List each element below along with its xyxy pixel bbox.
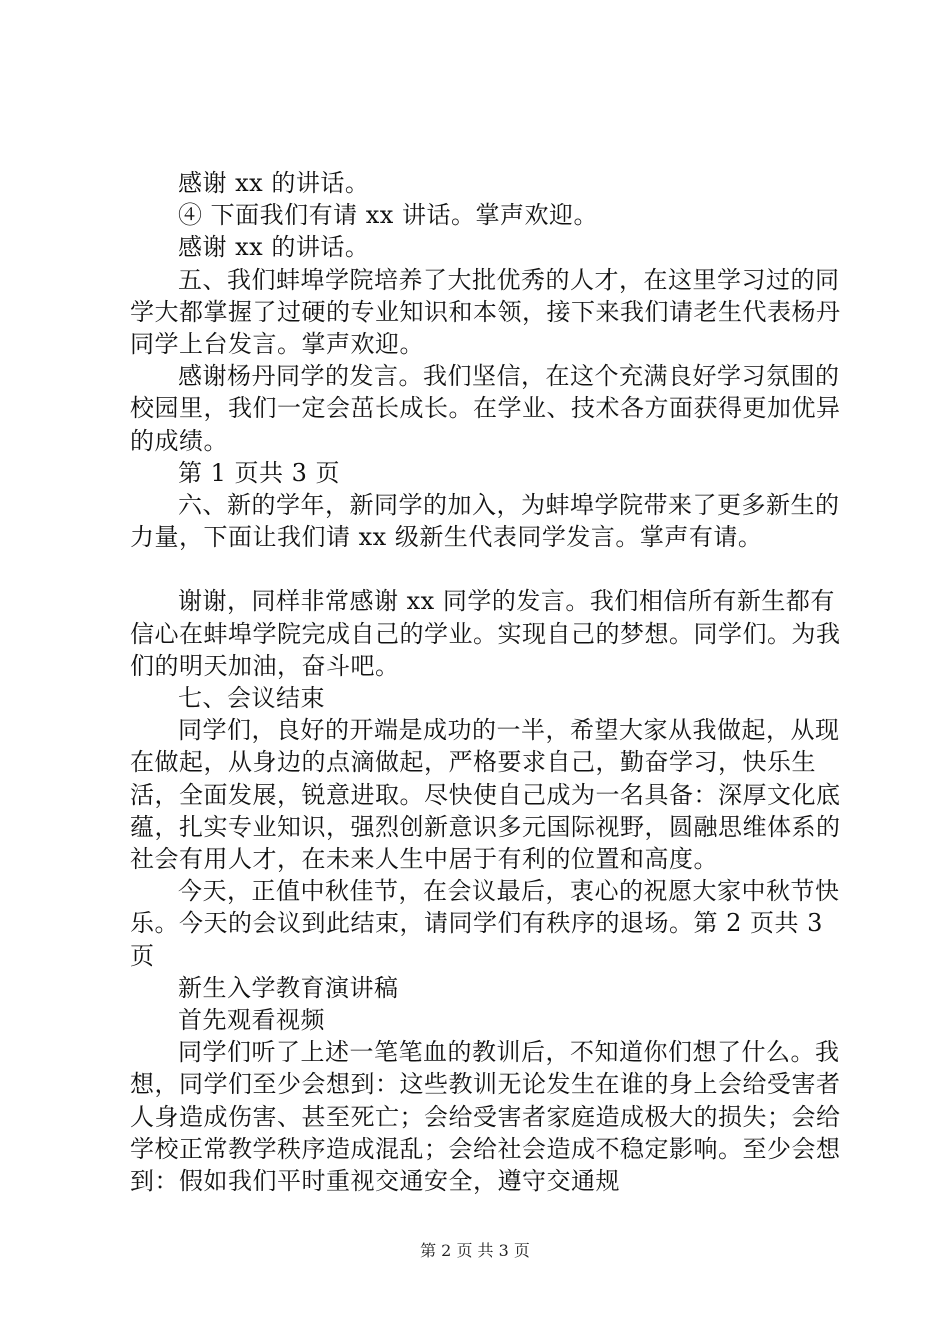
paragraph-section-seven: 七、会议结束	[178, 684, 325, 713]
paragraph-section-five: 五、我们蚌埠学院培养了大批优秀的人才，在这里学习过的同学大都掌握了过硬的专业知识和本领，接下来我们请老生代表杨丹同学上台发言。掌声欢迎。	[130, 265, 841, 359]
paragraph-traffic-lesson: 同学们听了上述一笔笔血的教训后，不知道你们想了什么。我想，同学们至少会想到：这些教训无论发生在谁的身上会给受害者人身造成伤害、甚至死亡；会给受害者家庭造成极大的损失；会给学校正常教学秩序造成混乱；会给社会造成不稳定影响。至少会想到：假如我们平时重视交通安全，遵守交通规	[130, 1038, 841, 1196]
paragraph-speech-title: 新生入学教育演讲稿	[178, 973, 399, 1002]
paragraph-section-six: 六、新的学年，新同学的加入，为蚌埠学院带来了更多新生的力量，下面让我们请 xx 级新生代表同学发言。掌声有请。	[130, 491, 840, 552]
paragraph-thanks-1: 感谢 xx 的讲话。	[178, 169, 370, 197]
paragraph-thanks-2: 感谢 xx 的讲话。	[178, 233, 370, 262]
paragraph-closing-speech: 同学们，良好的开端是成功的一半，希望大家从我做起，从现在做起，从身边的点滴做起，严格要求自己，勤奋学习，快乐生活，全面发展，锐意进取。尽快使自己成为一名具备：深厚文化底蕴，扎实专业知识，强烈创新意识多元国际视野，圆融思维体系的社会有用人才，在未来人生中居于有利的位置和高度。	[130, 716, 841, 874]
paragraph-mid-autumn: 今天，正值中秋佳节，在会议最后，衷心的祝愿大家中秋节快乐。今天的会议到此结束，请同学们有秩序的退场。第 2 页共 3 页	[130, 877, 840, 970]
page-footer: 第 2 页 共 3 页	[420, 1241, 530, 1260]
paragraph-watch-video: 首先观看视频	[178, 1006, 325, 1035]
paragraph-thanks-yangdan: 感谢杨丹同学的发言。我们坚信，在这个充满良好学习氛围的校园里，我们一定会茁长成长。在学业、技术各方面获得更加优异的成绩。	[130, 362, 841, 455]
paragraph-page-mark-1: 第 1 页共 3 页	[178, 458, 341, 487]
paragraph-invite-speech: ④ 下面我们有请 xx 讲话。掌声欢迎。	[178, 201, 598, 230]
paragraph-thanks-freshman: 谢谢，同样非常感谢 xx 同学的发言。我们相信所有新生都有信心在蚌埠学院完成自己的学业。实现自己的梦想。同学们。为我们的明天加油，奋斗吧。	[130, 587, 841, 680]
document-body	[130, 167, 850, 1197]
